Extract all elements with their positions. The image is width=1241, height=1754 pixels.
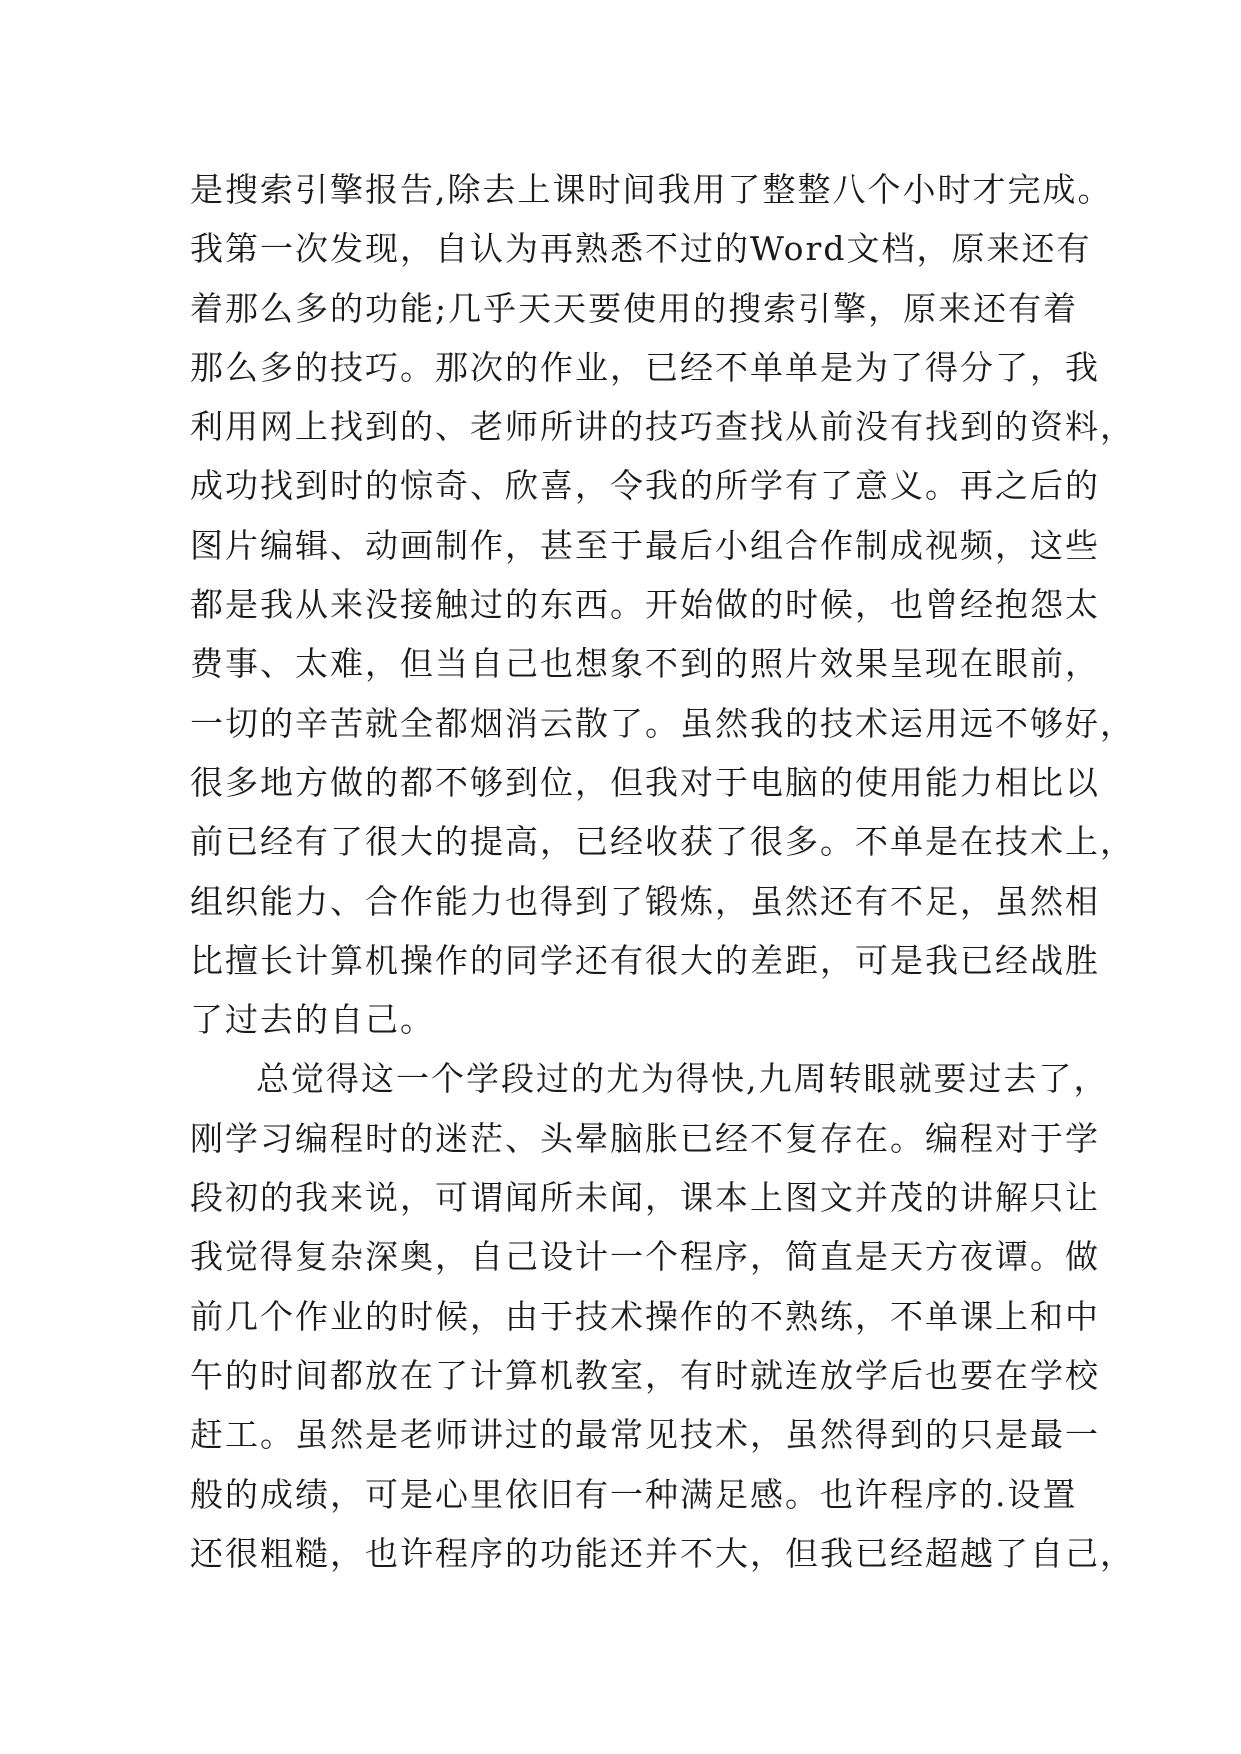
text-line: 一切的辛苦就全都烟消云散了。虽然我的技术运用远不够好，: [190, 703, 1135, 743]
text-line: 前已经有了很大的提高，已经收获了很多。不单是在技术上，: [190, 822, 1135, 862]
text-line: 般的成绩，可是心里依旧有一种满足感。也许程序的.设置: [190, 1474, 1078, 1514]
text-line: 午的时间都放在了计算机教室，有时就连放学后也要在学校: [190, 1355, 1100, 1395]
text-line: 是搜索引擎报告,除去上课时间我用了整整八个小时才完成。: [190, 170, 1113, 209]
text-line: 前几个作业的时候，由于技术操作的不熟练，不单课上和中: [190, 1296, 1100, 1336]
text-line: 那么多的技巧。那次的作业，已经不单单是为了得分了，我: [190, 347, 1100, 387]
paragraph-start-line: 总觉得这一个学段过的尤为得快,九周转眼就要过去了，: [256, 1059, 1109, 1099]
text-line: 段初的我来说，可谓闻所未闻，课本上图文并茂的讲解只让: [190, 1178, 1100, 1218]
body-text: [190, 160, 1135, 1583]
text-line: 组织能力、合作能力也得到了锻炼，虽然还有不足，虽然相: [190, 881, 1100, 921]
text-line: 都是我从来没接触过的东西。开始做的时候，也曾经抱怨太: [190, 585, 1100, 625]
text-line: 了过去的自己。: [190, 1000, 435, 1040]
text-line: 很多地方做的都不够到位，但我对于电脑的使用能力相比以: [190, 762, 1100, 802]
text-line: 费事、太难，但当自己也想象不到的照片效果呈现在眼前，: [190, 644, 1100, 684]
text-line: 赶工。虽然是老师讲过的最常见技术，虽然得到的只是最一: [190, 1415, 1100, 1455]
text-line: 比擅长计算机操作的同学还有很大的差距，可是我已经战胜: [190, 940, 1100, 980]
text-line: 我觉得复杂深奥，自己设计一个程序，简直是天方夜谭。做: [190, 1237, 1100, 1277]
text-line: 利用网上找到的、老师所讲的技巧查找从前没有找到的资料，: [190, 407, 1135, 447]
text-line: 成功找到时的惊奇、欣喜，令我的所学有了意义。再之后的: [190, 466, 1100, 506]
text-line: 刚学习编程时的迷茫、头晕脑胀已经不复存在。编程对于学: [190, 1118, 1100, 1158]
text-line: 图片编辑、动画制作，甚至于最后小组合作制成视频，这些: [190, 525, 1100, 565]
text-line: 着那么多的功能;几乎天天要使用的搜索引擎，原来还有着: [190, 288, 1079, 328]
text-line: 还很粗糙，也许程序的功能还并不大，但我已经超越了自己，: [190, 1533, 1135, 1573]
text-line: 我第一次发现，自认为再熟悉不过的Word文档，原来还有: [190, 229, 1092, 269]
